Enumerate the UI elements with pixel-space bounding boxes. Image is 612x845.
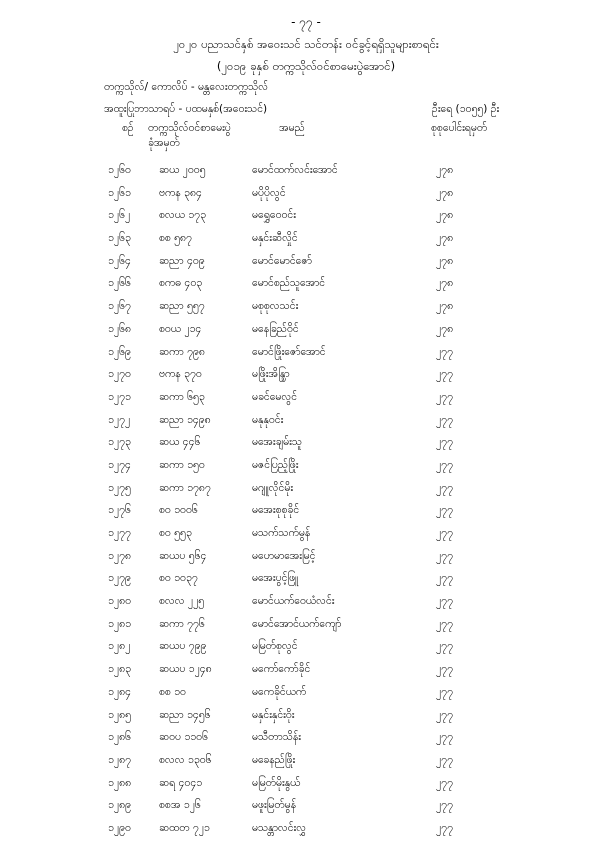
- serial-number: ၁၂၆၂: [108, 209, 131, 222]
- total-score: ၂၇၇: [436, 595, 453, 608]
- table-row: [0, 504, 612, 527]
- total-score: ၂၇၇: [436, 413, 453, 426]
- student-name: မဂျူလိုင်မိုး: [252, 481, 294, 494]
- total-score: ၂၇၇: [436, 549, 453, 562]
- table-row: [0, 595, 612, 618]
- roll-number: ဆကာ ၁၅၀: [159, 458, 205, 471]
- header-serial-number: စဉ်: [122, 122, 134, 134]
- serial-number: ၁၂၇၆: [108, 504, 131, 517]
- table-row: [0, 618, 612, 641]
- serial-number: ၁၂၈၀: [108, 595, 131, 608]
- roll-number: ဆရ ၄၀၄၁: [159, 776, 203, 789]
- total-score: ၂၇၇: [436, 753, 453, 766]
- count-label: ဦးရေ (၁၀၅၅) ဦး: [432, 103, 500, 115]
- student-name: မောင်ဖြိုးဇော်အောင်: [252, 345, 326, 358]
- total-score: ၂၇၇: [436, 821, 453, 834]
- document-subtitle: (၂၀၁၉ ခုနှစ် တက္ကသိုလ်ဝင်စာမေးပွဲအောင်): [216, 59, 396, 73]
- student-name: မရွှေဝေဝင်း: [252, 209, 296, 222]
- table-row: [0, 799, 612, 822]
- student-name: မောင်ထက်လင်းအောင်: [252, 164, 338, 176]
- serial-number: ၁၂၆၇: [108, 300, 131, 313]
- roll-number: ဆထတ ၇၂၁: [159, 821, 210, 834]
- serial-number: ၁၂၇၃: [108, 436, 131, 449]
- student-list: [0, 164, 612, 845]
- header-name: အမည်: [279, 122, 305, 134]
- page-number: - ၇၇ -: [291, 15, 321, 29]
- roll-number: ဗကန ၃၈၄: [159, 186, 202, 199]
- total-score: ၂၇၇: [436, 663, 453, 676]
- total-score: ၂၇၇: [436, 481, 453, 494]
- serial-number: ၁၂၈၄: [108, 685, 131, 698]
- total-score: ၂၇၈: [436, 232, 454, 245]
- table-row: [0, 550, 612, 573]
- roll-number: ဆညာ ၅၅၇: [159, 300, 205, 313]
- table-row: [0, 323, 612, 346]
- student-name: မဖြိုးအိန္ဒြာ: [252, 368, 290, 381]
- total-score: ၂၇၇: [436, 390, 453, 403]
- table-row: [0, 640, 612, 663]
- table-row: [0, 436, 612, 459]
- roll-number: ဆယ ၄၄၆: [159, 436, 201, 449]
- serial-number: ၁၂၉၀: [108, 821, 131, 834]
- roll-number: ဆညာ ၄၀၉: [159, 254, 205, 267]
- serial-number: ၁၂၈၁: [108, 617, 131, 630]
- serial-number: ၁၂၇၀: [108, 368, 131, 381]
- total-score: ၂၇၈: [436, 322, 454, 335]
- student-name: မပိုပိုလွင်: [252, 186, 286, 199]
- student-name: မကေခိုင်ယက်: [252, 685, 307, 698]
- table-row: [0, 300, 612, 323]
- total-score: ၂၇၈: [436, 164, 454, 176]
- roll-number: စကဓ ၄၀၃: [159, 277, 203, 290]
- serial-number: ၁၂၈၇: [108, 753, 131, 766]
- total-score: ၂၇၇: [436, 731, 453, 744]
- table-row: [0, 686, 612, 709]
- student-name: မအေးချမ်းသူ: [252, 436, 302, 449]
- serial-number: ၁၂၆၄: [108, 254, 131, 267]
- roll-number: စစအ ၁၂၆: [159, 799, 201, 812]
- serial-number: ၁၂၆၁: [108, 186, 131, 199]
- student-name: မဟေမာအေးမြင့်: [252, 549, 316, 562]
- roll-number: ဆယပ ၁၂၄၈: [159, 663, 212, 676]
- serial-number: ၁၂၇၉: [108, 572, 131, 585]
- table-row: [0, 777, 612, 800]
- roll-number: ဆကာ ၁၇၈၇: [159, 481, 211, 494]
- roll-number: စဝ ၅၅၃: [159, 527, 192, 539]
- serial-number: ၁၂၈၈: [108, 776, 132, 789]
- specialization-label: အထူးပြုဘာသာရပ် - ပထမနှစ်(အဝေးသင်): [104, 103, 268, 115]
- total-score: ၂၇၇: [436, 436, 453, 449]
- table-row: [0, 572, 612, 595]
- total-score: ၂၇၇: [436, 617, 453, 630]
- table-row: [0, 368, 612, 391]
- student-name: မခင်မေလွင်: [252, 390, 298, 403]
- student-name: မသက်သက်မွန်: [252, 527, 311, 539]
- table-row: [0, 459, 612, 482]
- roll-number: စလလ ၂၂၅: [159, 595, 205, 608]
- serial-number: ၁၂၈၉: [108, 799, 131, 812]
- student-name: မအေးစုစုခိုင်: [252, 504, 300, 517]
- serial-number: ၁၂၆၃: [108, 232, 131, 245]
- total-score: ၂၇၈: [436, 254, 454, 267]
- roll-number: စစ ၅၈၇: [159, 232, 192, 245]
- serial-number: ၁၂၇၁: [108, 390, 131, 403]
- student-name: မနေခြည်ဝိုင်: [252, 322, 299, 335]
- total-score: ၂၇၇: [436, 685, 453, 698]
- student-name: မမြတ်စုလွင်: [252, 640, 298, 653]
- serial-number: ၁၂၈၅: [108, 708, 131, 721]
- table-row: [0, 209, 612, 232]
- roll-number: ဆညာ ၁၄၉၈: [159, 413, 211, 426]
- table-row: [0, 709, 612, 732]
- table-row: [0, 164, 612, 187]
- student-name: မသီတာသိန်း: [252, 731, 301, 744]
- roll-number: ဆကာ ၆၅၃: [159, 390, 205, 403]
- roll-number: စလလ ၁၃၀၆: [159, 753, 212, 766]
- serial-number: ၁၂၆၈: [108, 322, 131, 335]
- roll-number: စဝ ၁၀၀၆: [159, 504, 198, 517]
- table-row: [0, 346, 612, 369]
- serial-number: ၁၂၇၅: [108, 481, 131, 494]
- table-row: [0, 187, 612, 210]
- header-total-score: စုစုပေါင်းရမှတ်: [431, 122, 488, 134]
- table-row: [0, 232, 612, 255]
- student-name: မမြတ်မိုးနွယ်: [252, 776, 301, 789]
- serial-number: ၁၂၆၉: [108, 345, 131, 358]
- student-name: မကော်ကော်ခိုင်: [252, 663, 311, 676]
- student-name: မသန္တာလင်းလွှ: [252, 821, 307, 834]
- student-name: မနုနုဝင်း: [252, 413, 284, 426]
- total-score: ၂၇၇: [436, 345, 453, 358]
- table-row: [0, 255, 612, 278]
- roll-number: စလယ ၁၇၃: [159, 209, 206, 222]
- table-row: [0, 731, 612, 754]
- table-row: [0, 391, 612, 414]
- total-score: ၂၇၇: [436, 708, 453, 721]
- roll-number: ဆယပ ၇၉၉: [159, 640, 207, 653]
- table-row: [0, 414, 612, 437]
- serial-number: ၁၂၇၂: [108, 413, 131, 426]
- header-roll-number-line2: ခုံအမှတ်: [148, 137, 180, 149]
- university-label: တက္ကသိုလ်/ ကောလိပ် - မန္တလေးတက္ကသိုလ်: [104, 81, 269, 93]
- serial-number: ၁၂၈၂: [108, 640, 131, 653]
- student-name: မစုစုလသင်း: [252, 300, 299, 313]
- roll-number: ဆယ ၂၀၀၅: [159, 164, 206, 176]
- roll-number: ဆယပ ၅၆၄: [159, 549, 207, 562]
- student-name: မဖူးမြတ်မွန်: [252, 799, 297, 812]
- header-roll-number: တက္ကသိုလ်ဝင်စာမေးပွဲ: [148, 122, 231, 134]
- serial-number: ၁၂၆၆: [108, 277, 131, 290]
- total-score: ၂၇၇: [436, 799, 453, 812]
- roll-number: စဝ ၁၀၃၇: [159, 572, 198, 585]
- roll-number: ဆညာ ၁၄၅၆: [159, 708, 211, 721]
- student-name: မောင်စည်သူအောင်: [252, 277, 326, 290]
- serial-number: ၁၂၇၈: [108, 549, 131, 562]
- roll-number: ဆကာ ၇၉၈: [159, 345, 205, 358]
- roll-number: စဝယ ၂၁၄: [159, 322, 202, 335]
- serial-number: ၁၂၆၀: [108, 164, 131, 176]
- total-score: ၂၇၇: [436, 527, 453, 539]
- serial-number: ၁၂၇၄: [108, 458, 131, 471]
- table-row: [0, 482, 612, 505]
- total-score: ၂၇၇: [436, 368, 453, 381]
- total-score: ၂၇၇: [436, 572, 453, 585]
- student-name: မောင်မောင်ဇော်: [252, 254, 312, 267]
- student-name: မနှင်းဆီလှိုင်: [252, 232, 298, 245]
- student-name: မနှင်းနှင်းဝိုး: [252, 708, 295, 721]
- table-row: [0, 663, 612, 686]
- total-score: ၂၇၇: [436, 640, 453, 653]
- document-title: ၂၀၂၀ ပညာသင်နှစ် အဝေးသင် သင်တန်း ဝင်ခွင့်ရရှိသူများစာရင်း: [173, 37, 439, 51]
- total-score: ၂၇၈: [436, 209, 454, 222]
- serial-number: ၁၂၈၃: [108, 663, 131, 676]
- total-score: ၂၇၇: [436, 458, 453, 471]
- roll-number: ဆဝပ ၁၁၀၆: [159, 731, 208, 744]
- table-row: [0, 277, 612, 300]
- roll-number: ဆကာ ၇၇၆: [159, 617, 205, 630]
- student-name: မအေးပွင့်ဖြူ: [252, 572, 299, 585]
- table-row: [0, 754, 612, 777]
- student-name: မောင်အောင်ယက်ကျော်: [252, 617, 342, 630]
- total-score: ၂၇၈: [436, 186, 454, 199]
- student-name: မဇင်ပြည့်ဖြိုး: [252, 458, 299, 471]
- roll-number: ဗကန ၃၇၀: [159, 368, 202, 381]
- total-score: ၂၇၇: [436, 504, 453, 517]
- student-name: မခေနည်ဖြိုး: [252, 753, 296, 766]
- student-name: မောင်ယက်ဝေယံလင်း: [252, 595, 335, 608]
- total-score: ၂၇၈: [436, 300, 454, 313]
- table-row: [0, 527, 612, 550]
- table-row: [0, 822, 612, 845]
- total-score: ၂၇၈: [436, 277, 454, 290]
- total-score: ၂၇၇: [436, 776, 453, 789]
- roll-number: စစ ၁၀: [159, 685, 186, 698]
- serial-number: ၁၂၇၇: [108, 527, 131, 539]
- serial-number: ၁၂၈၆: [108, 731, 131, 744]
